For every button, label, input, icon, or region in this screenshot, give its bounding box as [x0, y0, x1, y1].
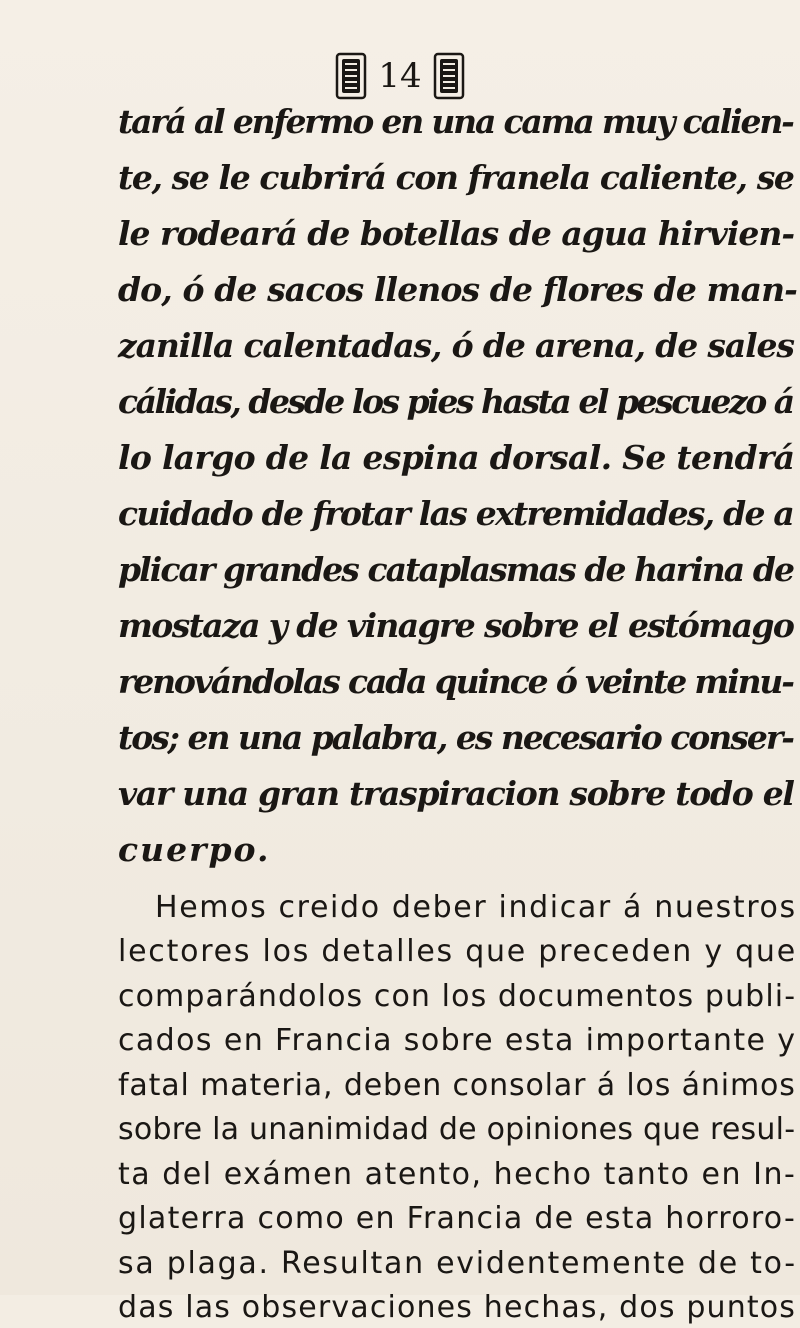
text-line: var una gran traspiracion sobre todo el	[118, 774, 794, 813]
text-line: te, se le cubrirá con franela caliente, se	[118, 158, 794, 197]
text-line: lectores los detalles que preceden y que	[118, 934, 797, 969]
text-line: das las observaciones hechas, dos puntos	[118, 1290, 797, 1325]
text-line: mostaza y de vinagre sobre el estómago	[118, 606, 794, 645]
text-line: ta del exámen atento, hecho tanto en In-	[118, 1157, 797, 1192]
text-line: lo largo de la espina dorsal. Se tendrá	[118, 438, 795, 477]
text-line: tos; en una palabra, es necesario conser-	[118, 718, 793, 757]
text-line: Hemos creido deber indicar á nuestros	[155, 890, 797, 925]
text-line: comparándolos con los documentos publi-	[118, 979, 797, 1014]
text-line: sa plaga. Resultan evidentemente de to-	[118, 1246, 797, 1281]
text-line: cálidas, desde los pies hasta el pescuezo á	[118, 382, 793, 421]
text-line: glaterra como en Francia de esta horroro-	[118, 1201, 797, 1236]
text-line: sobre la unanimidad de opiniones que resul-	[118, 1112, 796, 1147]
text-line: fatal materia, deben consolar á los ánimos	[118, 1068, 796, 1103]
text-line: cuidado de frotar las extremidades, de a	[118, 494, 794, 533]
text-line: le rodeará de botellas de agua hirvien-	[118, 214, 795, 253]
left-ornament-icon	[334, 51, 368, 101]
text-line: cuerpo.	[118, 830, 271, 869]
text-line: zanilla calentadas, ó de arena, de sales	[118, 326, 794, 365]
text-line: tará al enfermo en una cama muy calien-	[118, 102, 793, 141]
text-line: do, ó de sacos llenos de flores de man-	[118, 270, 797, 309]
right-ornament-icon	[432, 51, 466, 101]
text-line: renovándolas cada quince ó veinte minu-	[118, 662, 793, 701]
text-line: cados en Francia sobre esta importante y	[118, 1023, 797, 1058]
page-header	[0, 46, 800, 106]
text-line: plicar grandes cataplasmas de harina de	[118, 550, 794, 589]
page-number: 14	[378, 56, 422, 96]
